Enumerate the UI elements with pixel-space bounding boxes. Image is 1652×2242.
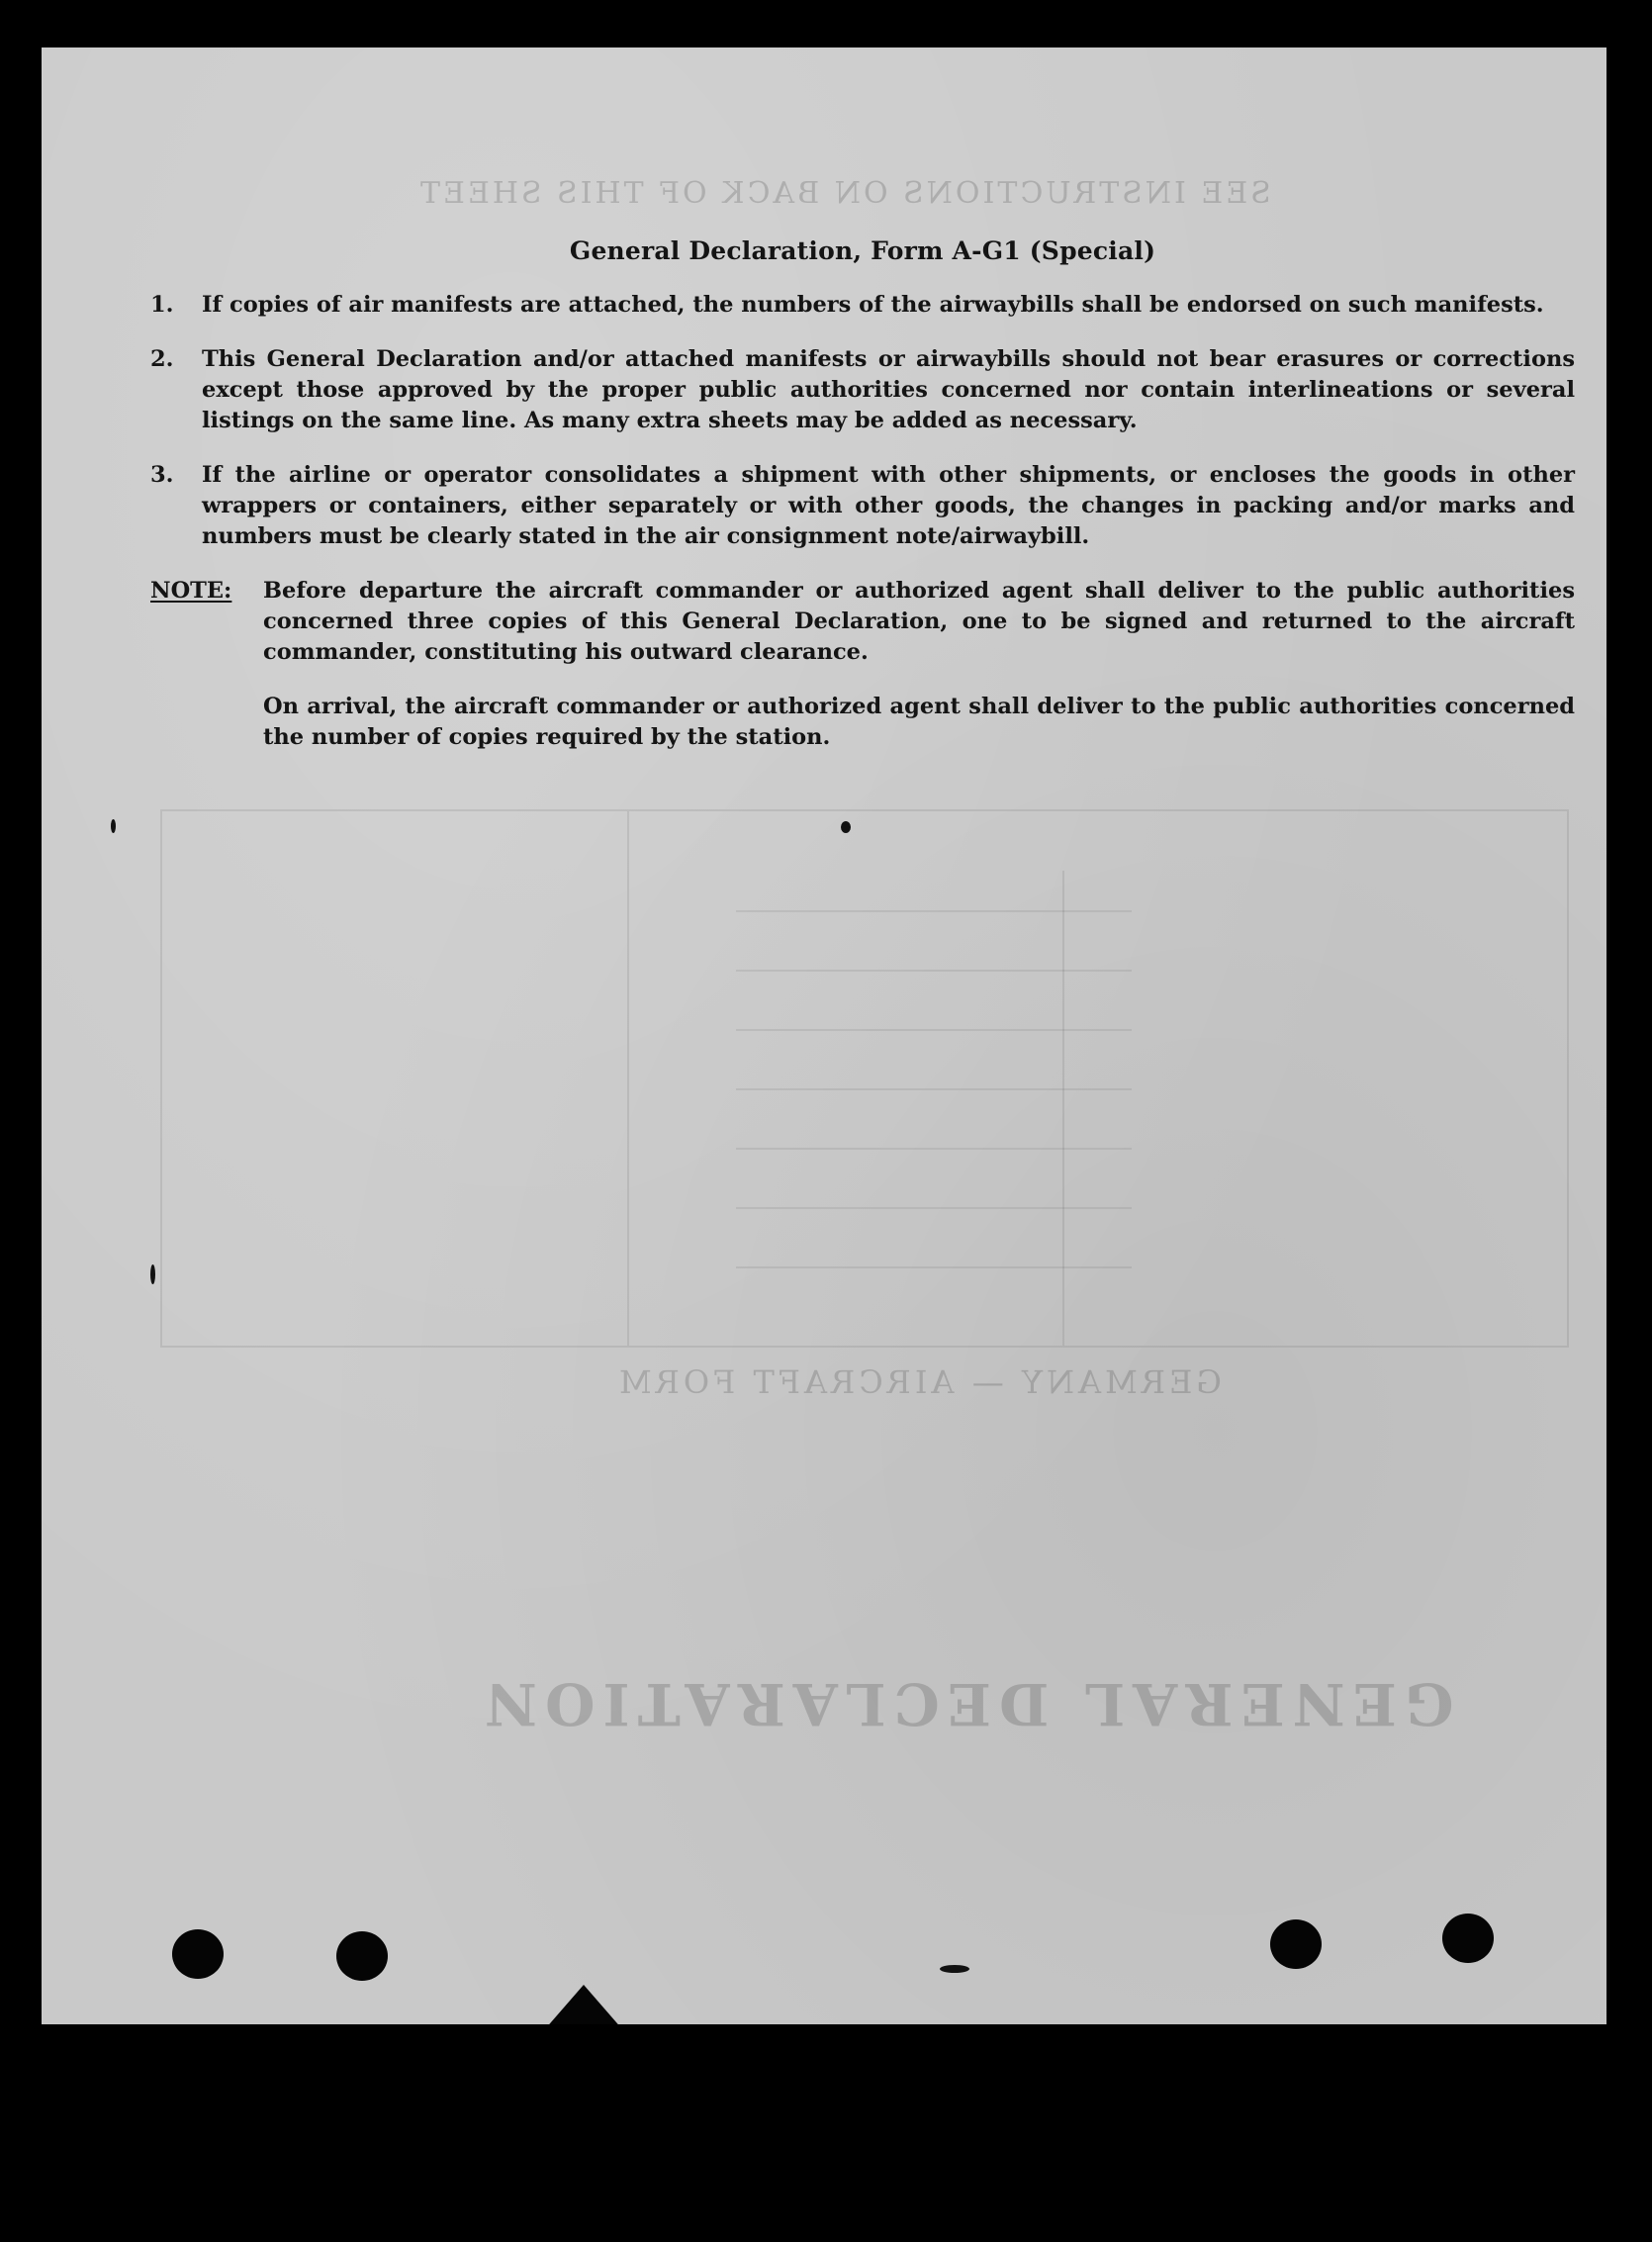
note-block bbox=[150, 576, 1575, 668]
torn-edge bbox=[544, 1985, 623, 2024]
note-paragraph-2: On arrival, the aircraft commander or authorized agent shall deliver to the public authorities concerned the number of copies required by the station. bbox=[263, 694, 1575, 750]
bleed-through-caption: GERMANY — AIRCRAFT FORM bbox=[615, 1363, 1222, 1401]
note-paragraph-1: Before departure the aircraft commander or authorized agent shall deliver to the public authorities concerned three copies of this General Declaration, one to be signed and returned to the aircraft commander, constituting his outward clearance. bbox=[263, 578, 1575, 665]
ink-speck bbox=[940, 1965, 969, 1973]
item-number: 1. bbox=[150, 292, 174, 318]
bleed-through-header: SEE INSTRUCTIONS ON BACK OF THIS SHEET bbox=[417, 176, 1271, 211]
punch-hole-2 bbox=[336, 1931, 388, 1981]
item-text: If the airline or operator consolidates a shipment with other shipments, or encloses the goods in other wrappers or containers, either separately or with other goods, the changes in packing and/or marks and numbers must be clearly stated in the air consignment note/airwaybill. bbox=[202, 462, 1575, 549]
item-number: 3. bbox=[150, 462, 174, 488]
ink-speck bbox=[150, 1264, 155, 1284]
bleed-through-table bbox=[160, 809, 1569, 1348]
page-title: General Declaration, Form A-G1 (Special) bbox=[569, 236, 1156, 265]
document-sheet bbox=[42, 47, 1606, 2024]
punch-hole-4 bbox=[1442, 1914, 1494, 1963]
bleed-through-title: GENERAL DECLARATION bbox=[477, 1670, 1454, 1737]
instruction-item-3 bbox=[150, 460, 1575, 552]
punch-hole-3 bbox=[1270, 1919, 1322, 1969]
note-label: NOTE: bbox=[150, 578, 232, 604]
punch-hole-1 bbox=[172, 1929, 224, 1979]
item-text: This General Declaration and/or attached manifests or airwaybills should not bear erasures or corrections except those approved by the proper public authorities concerned nor contain interlineations or several listings on the same line. As many extra sheets may be added as necessary. bbox=[202, 346, 1575, 433]
ink-speck bbox=[111, 819, 116, 833]
declaration-instructions bbox=[150, 235, 1575, 753]
item-text: If copies of air manifests are attached, the numbers of the airwaybills shall be endorsed on such manifests. bbox=[202, 292, 1544, 318]
instruction-item-1 bbox=[150, 290, 1575, 321]
instruction-item-2 bbox=[150, 344, 1575, 436]
item-number: 2. bbox=[150, 346, 174, 372]
ink-speck bbox=[841, 821, 851, 833]
